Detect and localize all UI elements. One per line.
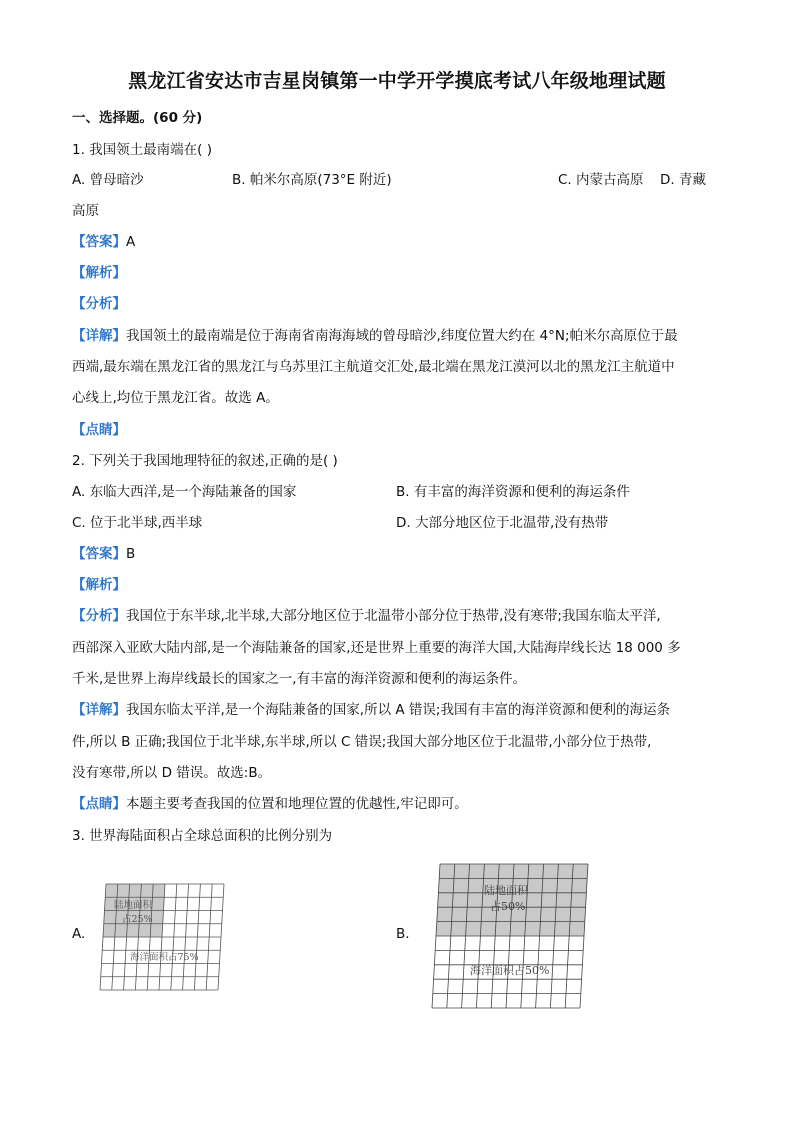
q1-stem: 1. 我国领土最南端在( ) xyxy=(72,142,212,158)
q2-answer xyxy=(72,544,722,564)
q3-stem: 3. 世界海陆面积占全球总面积的比例分别为 xyxy=(72,828,333,844)
dianjing-tag: 【点睛】 xyxy=(72,422,126,438)
q2-fenxi-1 xyxy=(72,606,722,626)
q1-option-d-cont: 高原 xyxy=(72,203,99,219)
section-heading: 一、选择题。(60 分) xyxy=(72,110,203,126)
q2-fenxi-2: 西部深入亚欧大陆内部,是一个海陆兼备的国家,还是世界上重要的海洋大国,大陆海岸线长达 18 000 多 xyxy=(72,640,681,656)
q3-figure-b xyxy=(428,860,592,1012)
q1-detail-2: 西端,最东端在黑龙江省的黑龙江与乌苏里江主航道交汇处,最北端在黑龙江漠河以北的黑龙江主航道中 xyxy=(72,359,675,375)
q2-option-d: D. 大部分地区位于北温带,没有热带 xyxy=(396,515,609,531)
q3-option-b-label: B. xyxy=(396,926,410,942)
q3-figure-a xyxy=(96,880,228,996)
detail-tag: 【详解】 xyxy=(72,328,126,344)
q1-fenxi-tag xyxy=(72,294,722,314)
q2-option-c: C. 位于北半球,西半球 xyxy=(72,515,203,531)
q2-analysis-tag xyxy=(72,575,722,595)
q2-option-b: B. 有丰富的海洋资源和便利的海运条件 xyxy=(396,484,630,500)
detail-text: 我国领土的最南端是位于海南省南海海域的曾母暗沙,纬度位置大约在 4°N;帕米尔高原位于最 xyxy=(126,328,678,344)
q1-detail-3: 心线上,均位于黑龙江省。故选 A。 xyxy=(72,390,279,406)
q2-fenxi-3: 千米,是世界上海岸线最长的国家之一,有丰富的海洋资源和便利的海运条件。 xyxy=(72,671,527,687)
q3-option-a-label: A. xyxy=(72,926,86,942)
q1-analysis-tag xyxy=(72,263,722,283)
q2-detail-1 xyxy=(72,700,722,720)
q2-stem: 2. 下列关于我国地理特征的叙述,正确的是( ) xyxy=(72,453,338,469)
fenxi-text: 我国位于东半球,北半球,大部分地区位于北温带小部分位于热带,没有寒带;我国东临太平洋, xyxy=(126,608,661,624)
q1-answer xyxy=(72,232,722,252)
q1-option-a: A. 曾母暗沙 xyxy=(72,172,144,188)
land-label-line2: 占50% xyxy=(490,900,526,913)
q2-option-a: A. 东临大西洋,是一个海陆兼备的国家 xyxy=(72,484,297,500)
detail-tag: 【详解】 xyxy=(72,702,126,718)
fenxi-tag: 【分析】 xyxy=(72,296,126,312)
dianjing-text: 本题主要考查我国的位置和地理位置的优越性,牢记即可。 xyxy=(126,796,468,812)
ocean-label: 海洋面积占75% xyxy=(130,952,199,963)
q2-detail-3: 没有寒带,所以 D 错误。故选:B。 xyxy=(72,765,272,781)
land-label-line1: 陆地面积 xyxy=(114,900,153,911)
q2-detail-2: 件,所以 B 正确;我国位于北半球,东半球,所以 C 错误;我国大部分地区位于北温带,小部分位于热带, xyxy=(72,734,652,750)
land-label-line2: 占25% xyxy=(122,914,153,925)
q1-option-b: B. 帕米尔高原(73°E 附近) xyxy=(232,172,392,188)
answer-value: A xyxy=(126,234,136,250)
dianjing-tag: 【点睛】 xyxy=(72,796,126,812)
q2-dianjing xyxy=(72,794,722,814)
land-label-line1: 陆地面积 xyxy=(484,884,528,897)
fenxi-tag: 【分析】 xyxy=(72,608,126,624)
analysis-tag: 【解析】 xyxy=(72,265,126,281)
answer-tag: 【答案】 xyxy=(72,234,126,250)
q1-dianjing-tag xyxy=(72,420,722,440)
answer-tag: 【答案】 xyxy=(72,546,126,562)
ocean-label: 海洋面积占50% xyxy=(470,964,550,977)
q1-detail-1 xyxy=(72,326,722,346)
analysis-tag: 【解析】 xyxy=(72,577,126,593)
detail-text: 我国东临太平洋,是一个海陆兼备的国家,所以 A 错误;我国有丰富的海洋资源和便利的海运条 xyxy=(126,702,670,718)
q1-option-c: C. 内蒙古高原 xyxy=(558,172,644,188)
q1-option-d: D. 青藏 xyxy=(660,172,706,188)
page-title: 黑龙江省安达市吉星岗镇第一中学开学摸底考试八年级地理试题 xyxy=(128,70,666,92)
answer-value: B xyxy=(126,546,136,562)
